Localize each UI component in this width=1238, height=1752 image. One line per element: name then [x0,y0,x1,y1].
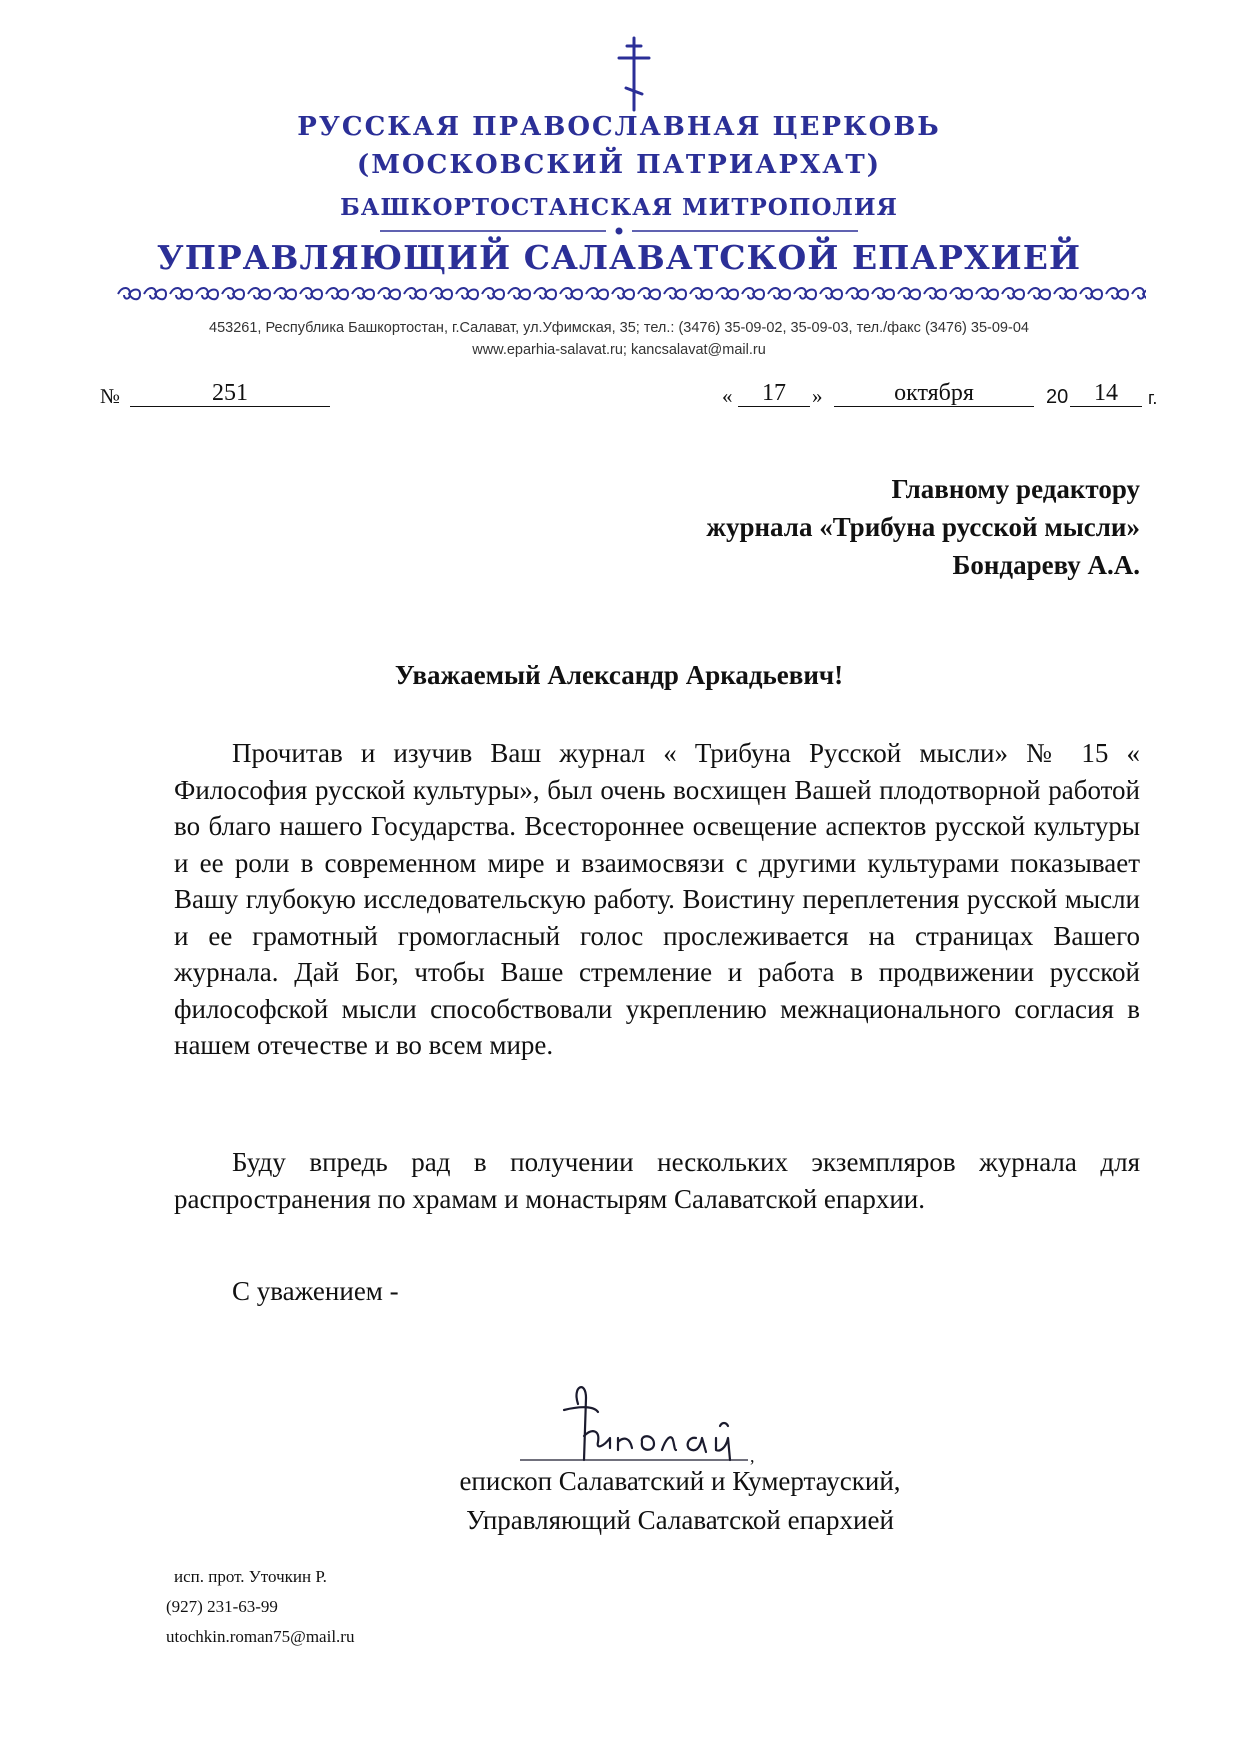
addressee-block [706,470,1140,584]
salutation: Уважаемый Александр Аркадьевич! [394,660,844,690]
outgoing-number: 251 [130,380,330,407]
signer-title: епископ Салаватский и Кумертауский, [459,1466,901,1496]
date-quote-open: « [722,384,733,408]
executor-contact [166,1562,354,1652]
letterhead-metropolis: БАШКОРТОСТАНСКАЯ МИТРОПОЛИЯ [340,194,898,221]
signer-position: Управляющий Салаватской епархией [466,1505,894,1535]
orthodox-cross-icon [614,36,654,112]
date-quote-close: » [812,384,823,408]
letterhead-divider [380,224,858,238]
letterhead-patriarchate: (МОСКОВСКИЙ ПАТРИАРХАТ) [356,150,882,180]
number-label: № [100,384,121,408]
date-year-suffix: 14 [1070,380,1142,407]
addressee-name: Бондареву А.А. [952,550,1140,580]
body-paragraph-1: Прочитав и изучив Ваш журнал « Трибуна Русской мысли» № 15 « Философия русской культуры», был очень восхищен Вашей плодотворной работой во благо нашего Государства. Всестороннее освещение аспектов русской культуры и ее роли в современном мире и взаимосвязи с другими культурами показывает Вашу глубокую исследовательскую работу. Воистину переплетения русской мысли и ее грамотный громогласный голос прослеживается на страницах Вашего журнала. Дай Бог, чтобы Ваше стремление и работа в продвижении русской философской мысли способствовали укреплению межнационального согласия в нашем отечестве и во всем мире. [174,738,1140,1060]
letterhead-web-email: www.eparhia-salavat.ru; kancsalavat@mail.ru [472,342,766,358]
executor-email: utochkin.roman75@mail.ru [166,1627,355,1646]
date-year-abbr: г. [1148,388,1158,408]
date-year-prefix: 20 [1046,386,1069,408]
addressee-position: Главному редактору [891,474,1140,504]
executor-phone: (927) 231-63-99 [166,1597,278,1616]
addressee-journal: журнала «Трибуна русской мысли» [706,512,1140,542]
ornament-border [116,284,1146,304]
letterhead-address: 453261, Республика Башкортостан, г.Салават, ул.Уфимская, 35; тел.: (3476) 35-09-02, 35-09-03, тел./факс (3476) 35-09-04 [209,320,1029,336]
signer-block [380,1462,980,1540]
closing: С уважением - [232,1276,399,1306]
svg-text:,: , [750,1446,755,1466]
body-paragraph-2: Буду впредь рад в получении нескольких экземпляров журнала для распространения по храмам и монастырям Салаватской епархии. [174,1147,1140,1214]
date-month: октября [834,380,1034,407]
letterhead-church: РУССКАЯ ПРАВОСЛАВНАЯ ЦЕРКОВЬ [297,112,941,142]
date-day: 17 [738,380,810,407]
executor-name: исп. прот. Уточкин Р. [174,1567,327,1586]
letterhead-diocese: УПРАВЛЯЮЩИЙ САЛАВАТСКОЙ ЕПАРХИЕЙ [156,238,1082,277]
